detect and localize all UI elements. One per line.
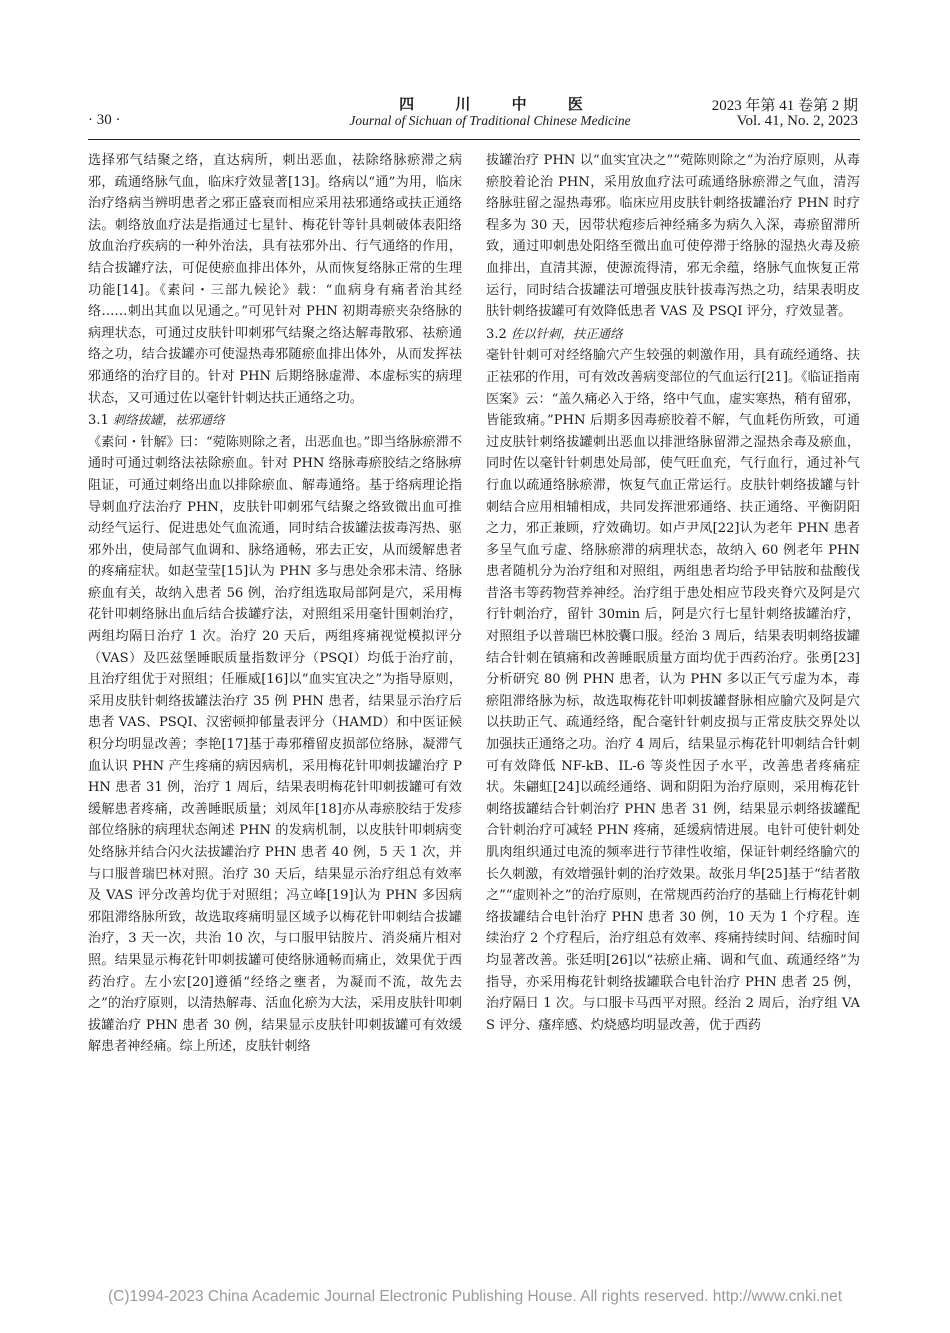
page-number: · 30 ·: [88, 112, 121, 128]
paragraph: 毫针针刺可对经络腧穴产生较强的刺激作用，具有疏经通络、扶正祛邪的作用，可有效改善病变部位的气血运行[21]。《临证指南医案》云：“盖久痛必入于络，络中气血，虚实寒热，稍有留邪，皆能致痛。”PHN 后期多因毒瘀胶着不解，气血耗伤所致，可通过皮肤针刺络拔罐刺出恶血以排泄络脉留滞之湿热余毒及瘀血，同时佐以毫针针刺患处局部，使气旺血充，气行血行，通过补气行血以疏通络脉瘀滞，恢复气血正常运行。皮肤针刺络拔罐与针刺结合应用相辅相成，共同发挥泄邪通络、扶正通络、平衡阴阳之力，邪正兼顾，疗效确切。如卢尹凤[22]认为老年 PHN 患者多呈气血亏虚、络脉瘀滞的病理状态，故纳入 60 例老年 PHN 患者随机分为治疗组和对照组，两组患者均给予甲钴胺和盐酸伐昔洛韦等药物营养神经。治疗组于患处相应节段夹脊穴及阿是穴行针刺治疗，留针 30min 后，阿是穴行七星针刺络拔罐治疗，对照组予以普瑞巴林胶囊口服。经治 3 周后，结果表明刺络拔罐结合针刺在镇痛和改善睡眠质量方面均优于西药治疗。张勇[23]分析研究 80 例 PHN 患者，认为 PHN 多以正气亏虚为本，毒瘀阻滞络脉为标，故选取梅花针叩刺拔罐督脉相应腧穴及阿是穴以扶助正气、疏通经络，配合毫针针刺皮损与正常皮肤交界处以加强扶正通络之功。治疗 4 周后，结果显示梅花针叩刺结合针刺可有效降低 NF-kB、IL-6 等炎性因子水平，改善患者疼痛症状。朱翩虹[24]以疏经通络、调和阴阳为治疗原则，采用梅花针刺络拔罐结合针刺治疗 PHN 患者 31 例，结果显示刺络拔罐配合针刺治疗可减轻 PHN 疼痛，延缓病情进展。电针可使针刺处肌肉组织通过电流的频率进行节律性收缩，保证针刺经络腧穴的长久刺激，有效增强针刺的治疗效果。故张月华[25]基于“结者散之”“虚则补之”的治疗原则，在常规西药治疗的基础上行梅花针刺络拔罐结合电针治疗 PHN 患者 30 例，10 天为 1 个疗程。连续治疗 2 个疗程后，治疗组总有效率、疼痛持续时间、结痂时间均显著改善。张廷明[26]以“祛瘀止痛、调和气血、疏通经络”为指导，亦采用梅花针刺络拔罐联合电针治疗 PHN 患者 25 例，治疗隔日 1 次。与口服卡马西平对照。经治 2 周后，治疗组 VAS 评分、瘙痒感、灼烧感均明显改善，优于西药: [486, 348, 860, 1033]
right-column: [486, 150, 860, 1250]
paragraph: 选择邪气结聚之络，直达病所，刺出恶血，祛除络脉瘀滞之病邪，疏通络脉气血，临床疗效显著[13]。络病以“通”为用，临床治疗络病当辨明患者之邪正盛衰而相应采用祛邪通络或扶正通络法。刺络放血疗法是指通过七星针、梅花针等针具刺破体表阳络放血治疗疾病的一种外治法，具有祛邪外出、行气通络的作用，结合拔罐疗法，可促使瘀血排出体外，从而恢复络脉正常的生理功能[14]。《素问・三部九候论》载：“血病身有痛者治其经络……刺出其血以见通之。”可见针对 PHN 初期毒瘀夹杂络脉的病理状态，可通过皮肤针叩刺邪气结聚之络达解毒散邪、祛瘀通络之功，结合拔罐亦可使湿热毒邪随瘀血排出体外，从而发挥祛邪通络的治疗目的。针对 PHN 后期络脉虚滞、本虚标实的病理状态，又可通过佐以毫针针刺达扶正通络之功。: [88, 153, 462, 406]
left-column: [88, 150, 462, 1250]
section-title: 刺络拔罐，祛邪通络: [113, 412, 225, 428]
section-title: 佐以针刺，扶正通络: [511, 325, 623, 341]
paragraph: 拔罐治疗 PHN 以“血实宜决之”“菀陈则除之”为治疗原则，从毒瘀胶着论治 PHN，采用放血疗法可疏通络脉瘀滞之气血，清泻络脉驻留之湿热毒邪。临床应用皮肤针刺络拔罐治疗 PHN 时疗程多为 30 天，因带状疱疹后神经痛多为病久入深，毒瘀留滞所致，通过叩刺患处阳络至微出血可使停滞于络脉的湿热火毒及瘀血排出，直清其源，使源流得清，邪无余蕴，络脉气血恢复正常运行，同时结合拔罐法可增强皮肤针拔毒泻热之功，结果表明皮肤针刺络拔罐可有效降低患者 VAS 及 PSQI 评分，疗效显著。: [486, 153, 860, 320]
section-heading-3-2: [486, 323, 860, 346]
section-number: 3.2: [486, 326, 507, 342]
paragraph: 《素问・针解》曰：“菀陈则除之者，出恶血也。”即当络脉瘀滞不通时可通过刺络法祛除瘀血。针对 PHN 络脉毒瘀胶结之络脉痹阻证，可通过刺络出血以排除瘀血、解毒通络。基于络病理论指导刺血疗法治疗 PHN，皮肤针叩刺邪气结聚之络致微出血可推动经气运行、促进患处气血流通，同时结合拔罐法拔毒泻热、驱邪外出，使局部气血调和、脉络通畅，邪去正安，从而缓解患者的疼痛症状。如赵莹莹[15]认为 PHN 多与患处余邪未清、络脉瘀血有关，故纳入患者 56 例，治疗组选取局部阿是穴，采用梅花针叩刺络脉出血后结合拔罐疗法，对照组采用毫针围刺治疗，两组均隔日治疗 1 次。治疗 20 天后，两组疼痛视觉模拟评分（VAS）及匹兹堡睡眠质量指数评分（PSQI）均低于治疗前，且治疗组优于对照组；任雁威[16]以“血实宜决之”为指导原则，采用皮肤针刺络拔罐法治疗 35 例 PHN 患者，结果显示治疗后患者 VAS、PSQI、汉密顿抑郁量表评分（HAMD）和中医证候积分均明显改善；李艳[17]基于毒邪稽留皮损部位络脉，凝滞气血认识 PHN 产生疼痛的病因病机，采用梅花针叩刺拔罐治疗 PHN 患者 31 例，治疗 1 周后，结果表明梅花针叩刺拔罐可有效缓解患者疼痛，改善睡眠质量；刘凤年[18]亦从毒瘀胶结于发疹部位络脉的病理状态阐述 PHN 的发病机制，以皮肤针叩刺病变处络脉并结合闪火法拔罐治疗 PHN 患者 40 例，5 天 1 次，并与口服普瑞巴林对照。治疗 30 天后，结果显示治疗组总有效率及 VAS 评分改善均优于对照组；冯立峰[19]认为 PHN 多因病邪阻滞络脉所致，故选取疼痛明显区域予以梅花针叩刺结合拔罐治疗，3 天一次，共治 10 次，与口服甲钴胺片、消炎痛片相对照。结果显示梅花针叩刺拔罐可使络脉通畅而痛止，效果优于西药治疗。左小宏[20]遵循“经络之壅者，为凝而不流，故先去之”的治疗原则，以清热解毒、活血化瘀为大法，采用皮肤针叩刺拔罐治疗 PHN 患者 30 例，结果显示皮肤针叩刺拔罐可有效缓解患者神经痛。综上所述，皮肤针刺络: [88, 434, 462, 1055]
copyright-footer: (C)1994-2023 China Academic Journal Electronic Publishing House. All rights reserved. http://www.cnki.net: [107, 1288, 843, 1305]
section-number: 3.1: [88, 413, 109, 429]
journal-title-cn: 四 川 中 医: [399, 95, 601, 113]
journal-title-en: Journal of Sichuan of Traditional Chinese Medicine: [349, 113, 631, 128]
issue-info-en: Vol. 41, No. 2, 2023: [736, 113, 858, 129]
section-heading-3-1: [88, 409, 462, 432]
issue-info-cn: 2023 年第 41 卷第 2 期: [711, 98, 858, 114]
header-divider: [88, 139, 860, 140]
